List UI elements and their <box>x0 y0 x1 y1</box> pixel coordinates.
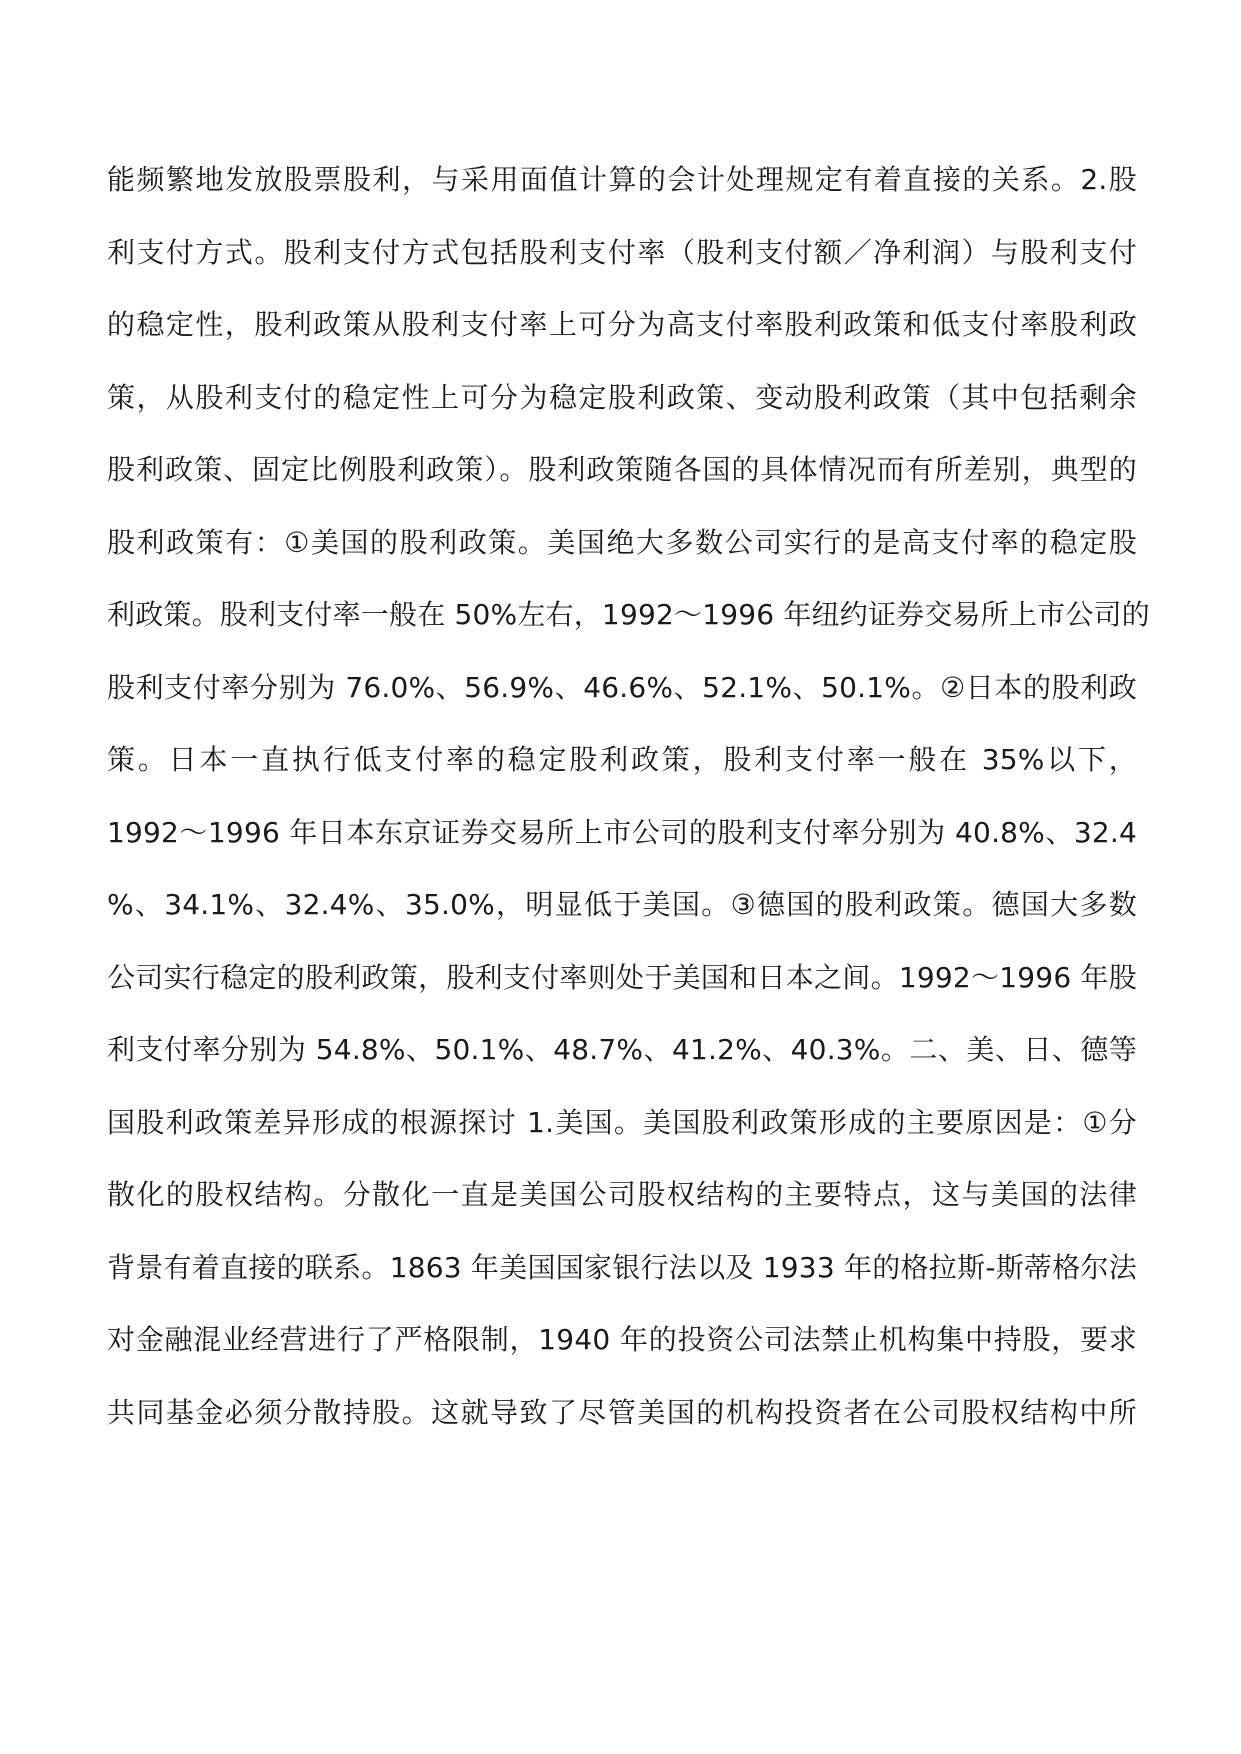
text-line: 利政策。股利支付率一般在 50%左右，1992～1996 年纽约证券交易所上市公司的 <box>107 598 1150 631</box>
body-text <box>107 162 1150 1467</box>
text-line: 能频繁地发放股票股利，与采用面值计算的会计处理规定有着直接的关系。2.股 <box>107 163 1137 196</box>
text-line: 对金融混业经营进行了严格限制，1940 年的投资公司法禁止机构集中持股，要求 <box>107 1323 1137 1356</box>
text-line: 共同基金必须分散持股。这就导致了尽管美国的机构投资者在公司股权结构中所 <box>107 1395 1137 1429</box>
text-line: 的稳定性，股利政策从股利支付率上可分为高支付率股利政策和低支付率股利政 <box>107 308 1137 341</box>
text-line: 利支付方式。股利支付方式包括股利支付率（股利支付额／净利润）与股利支付 <box>107 235 1137 269</box>
text-line: 背景有着直接的联系。1863 年美国国家银行法以及 1933 年的格拉斯-斯蒂格尔法 <box>107 1250 1137 1284</box>
text-line: 散化的股权结构。分散化一直是美国公司股权结构的主要特点，这与美国的法律 <box>107 1178 1137 1211</box>
text-line: 策。日本一直执行低支付率的稳定股利政策，股利支付率一般在 35%以下， <box>107 743 1137 776</box>
text-line: 股利支付率分别为 76.0%、56.9%、46.6%、52.1%、50.1%。②日本的股利政 <box>107 670 1137 704</box>
text-line: 策，从股利支付的稳定性上可分为稳定股利政策、变动股利政策（其中包括剩余 <box>107 380 1137 414</box>
text-line: 利支付率分别为 54.8%、50.1%、48.7%、41.2%、40.3%。二、美、日、德等 <box>107 1033 1137 1066</box>
text-line: 1992～1996 年日本东京证券交易所上市公司的股利支付率分别为 40.8%、32.4 <box>107 815 1137 849</box>
text-line: %、34.1%、32.4%、35.0%，明显低于美国。③德国的股利政策。德国大多数 <box>107 888 1137 921</box>
text-line: 股利政策、固定比例股利政策）。股利政策随各国的具体情况而有所差别，典型的 <box>107 453 1137 486</box>
text-line: 股利政策有：①美国的股利政策。美国绝大多数公司实行的是高支付率的稳定股 <box>107 525 1137 559</box>
text-line: 公司实行稳定的股利政策，股利支付率则处于美国和日本之间。1992～1996 年股 <box>107 960 1137 994</box>
text-line: 国股利政策差异形成的根源探讨 1.美国。美国股利政策形成的主要原因是：①分 <box>107 1105 1137 1139</box>
